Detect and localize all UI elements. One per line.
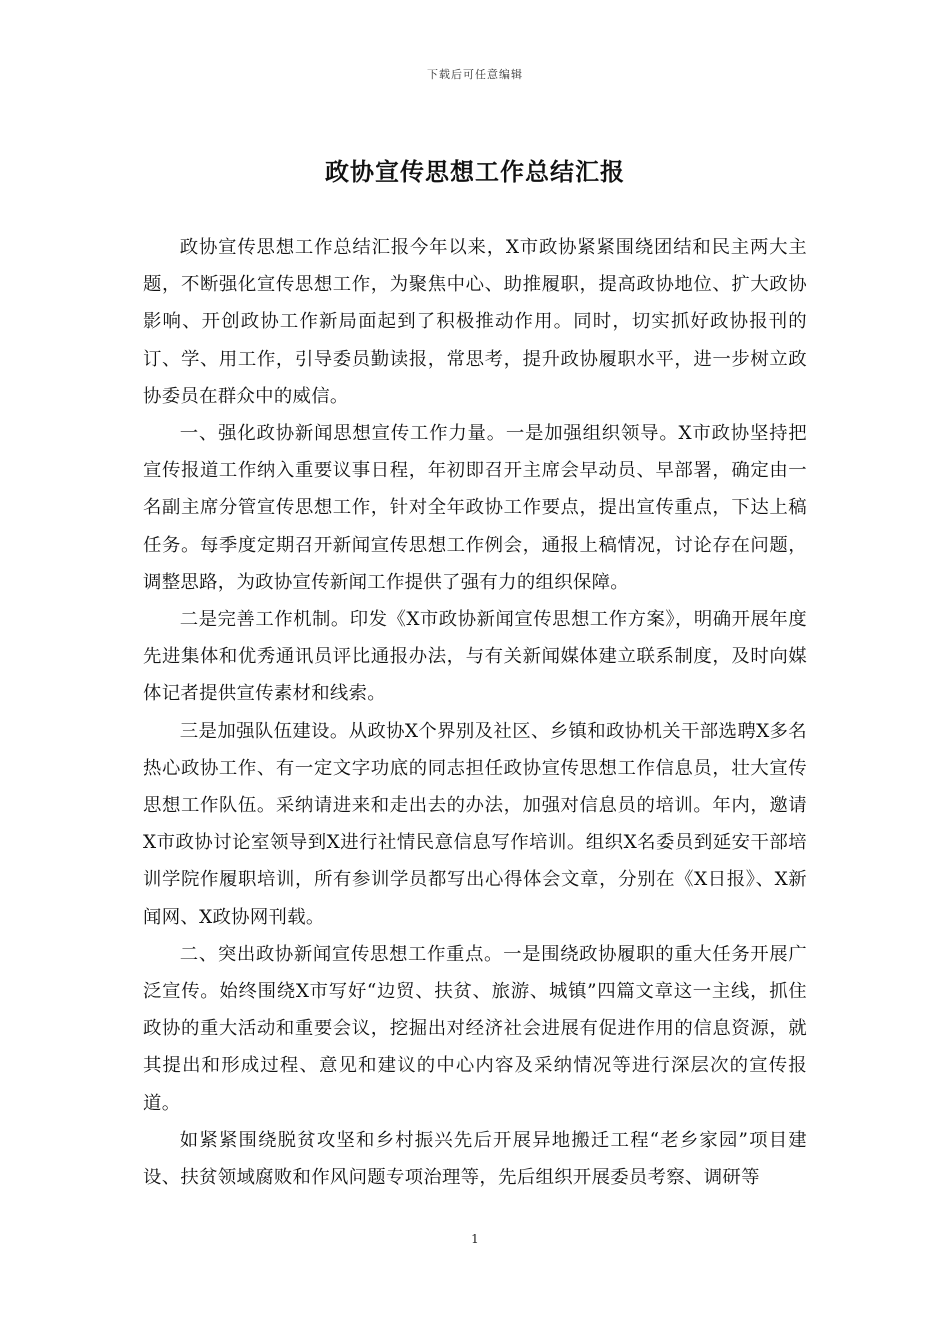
document-title: 政协宣传思想工作总结汇报 (325, 157, 625, 186)
header-note: 下载后可任意编辑 (427, 68, 523, 81)
paragraph-5: 二、突出政协新闻宣传思想工作重点。一是围绕政协履职的重大任务开展广泛宣传。始终围绕X市写好“边贸、扶贫、旅游、城镇”四篇文章这一主线，抓住政协的重大活动和重要会议，挖掘出对经济社会进展有促进作用的信息资源，就其提出和形成过程、意见和建议的中心内容及采纳情况等进行深层次的宣传报道。 (143, 943, 807, 1114)
paragraph-2: 一、强化政协新闻思想宣传工作力量。一是加强组织领导。X市政协坚持把宣传报道工作纳入重要议事日程，年初即召开主席会早动员、早部署，确定由一名副主席分管宣传思想工作，针对全年政协工作要点，提出宣传重点，下达上稿任务。每季度定期召开新闻宣传思想工作例会，通报上稿情况，讨论存在问题，调整思路，为政协宣传新闻工作提供了强有力的组织保障。 (143, 423, 807, 593)
document-body (143, 229, 807, 1196)
paragraph-1: 政协宣传思想工作总结汇报今年以来，X市政协紧紧围绕团结和民主两大主题，不断强化宣传思想工作，为聚焦中心、助推履职，提高政协地位、扩大政协影响、开创政协工作新局面起到了积极推动作用。同时，切实抓好政协报刊的订、学、用工作，引导委员勤读报，常思考，提升政协履职水平，进一步树立政协委员在群众中的威信。 (143, 237, 807, 407)
paragraph-4: 三是加强队伍建设。从政协X个界别及社区、乡镇和政协机关干部选聘X多名热心政协工作、有一定文字功底的同志担任政协宣传思想工作信息员，壮大宣传思想工作队伍。采纳请进来和走出去的办法，加强对信息员的培训。年内，邀请X市政协讨论室领导到X进行社情民意信息写作培训。组织X名委员到延安干部培训学院作履职培训，所有参训学员都写出心得体会文章，分别在《X日报》、X新闻网、X政协网刊载。 (143, 720, 807, 928)
paragraph-6: 如紧紧围绕脱贫攻坚和乡村振兴先后开展异地搬迁工程“老乡家园”项目建设、扶贫领域腐败和作风问题专项治理等，先后组织开展委员考察、调研等 (143, 1129, 807, 1189)
paragraph-3: 二是完善工作机制。印发《X市政协新闻宣传思想工作方案》，明确开展年度先进集体和优秀通讯员评比通报办法，与有关新闻媒体建立联系制度，及时向媒体记者提供宣传素材和线索。 (143, 609, 807, 705)
page-number: 1 (471, 1232, 479, 1246)
